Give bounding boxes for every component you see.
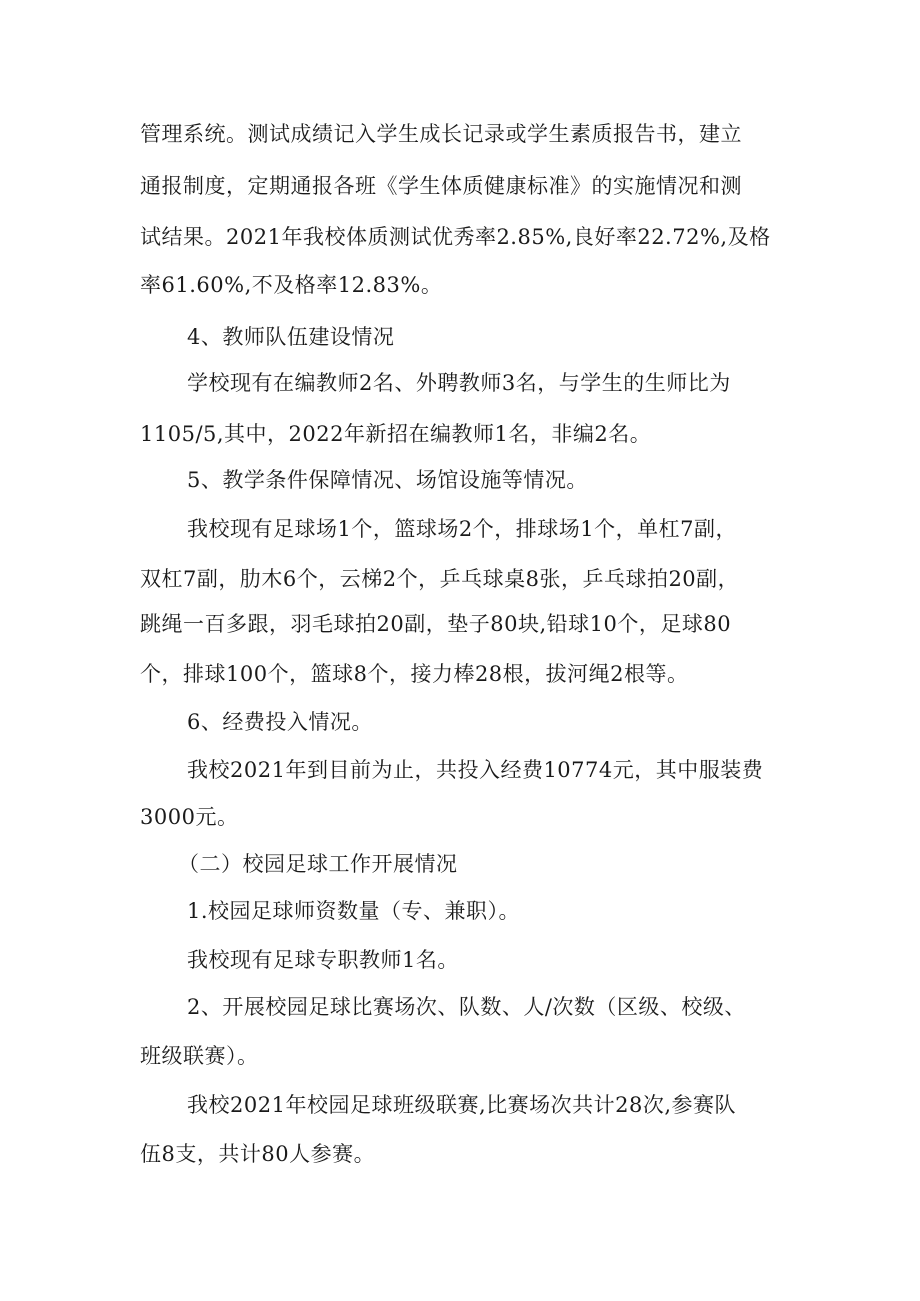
section-heading: 2、开展校园足球比赛场次、队数、人/次数（区级、校级、 (187, 995, 746, 1019)
section-heading: 5、教学条件保障情况、场馆设施等情况。 (187, 468, 588, 492)
paragraph-line: 3000元。 (140, 805, 239, 829)
paragraph-line: 个，排球100个，篮球8个，接力棒28根，拔河绳2根等。 (140, 662, 689, 686)
section-heading: 4、教师队伍建设情况 (187, 325, 395, 349)
paragraph-line: 我校现有足球专职教师1名。 (187, 948, 459, 972)
paragraph-line: 伍8支，共计80人参赛。 (140, 1142, 376, 1166)
paragraph-line: 我校现有足球场1个，篮球场2个，排球场1个，单杠7副， (187, 517, 737, 541)
paragraph-line: 率61.60%,不及格率12.83%。 (140, 273, 443, 297)
paragraph-line: 双杠7副，肋木6个，云梯2个，乒乓球桌8张，乒乓球拍20副， (140, 567, 740, 591)
paragraph-line: 班级联赛）。 (140, 1044, 259, 1068)
paragraph-line: 学校现有在编教师2名、外聘教师3名，与学生的生师比为 (187, 371, 731, 395)
paragraph-line: 1105/5,其中，2022年新招在编教师1名，非编2名。 (140, 422, 652, 446)
paragraph-line: 试结果。2021年我校体质测试优秀率2.85%,良好率22.72%,及格 (140, 225, 771, 249)
paragraph-line: 我校2021年校园足球班级联赛,比赛场次共计28次,参赛队 (187, 1093, 737, 1117)
section-heading: 6、经费投入情况。 (187, 710, 373, 734)
paragraph-line: 通报制度，定期通报各班《学生体质健康标准》的实施情况和测 (140, 174, 742, 198)
section-heading: 1.校园足球师资数量（专、兼职）。 (187, 899, 521, 923)
paragraph-line: 我校2021年到目前为止，共投入经费10774元，其中服装费 (187, 758, 764, 782)
subsection-heading: （二）校园足球工作开展情况 (178, 852, 458, 876)
paragraph-line: 跳绳一百多跟，羽毛球拍20副，垫子80块,铅球10个，足球80 (140, 612, 732, 636)
paragraph-line: 管理系统。测试成绩记入学生成长记录或学生素质报告书，建立 (140, 122, 742, 146)
